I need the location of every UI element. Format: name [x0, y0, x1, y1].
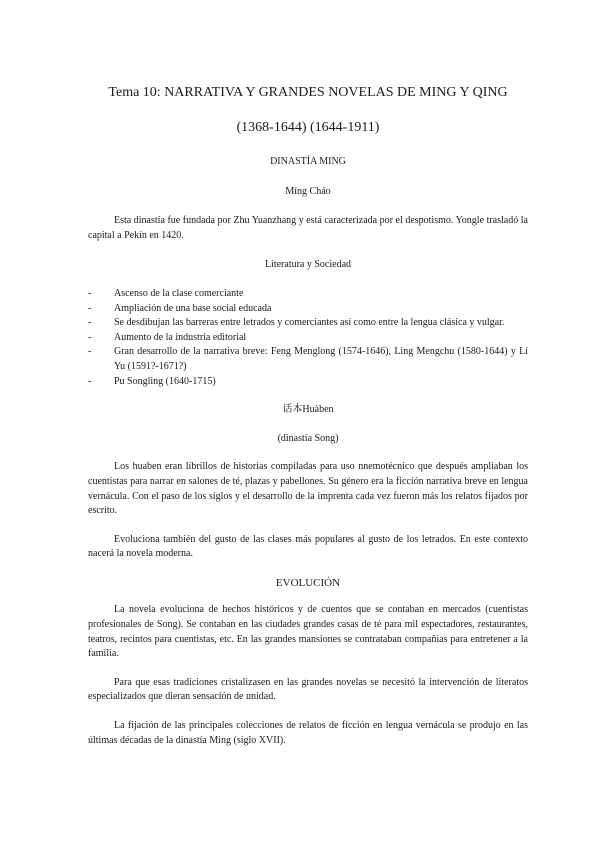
- dynasty-romanization: Míng Cháo: [285, 185, 331, 197]
- list-item: [88, 345, 528, 374]
- dynasty-heading: DINASTÍA MING: [270, 156, 346, 167]
- list-item: [88, 331, 528, 346]
- list-item-text: Ascenso de la clase comerciante: [114, 287, 244, 299]
- list-item: [88, 302, 528, 317]
- document-subtitle: (1368-1644) (1644-1911): [236, 120, 380, 135]
- list-item: [88, 287, 528, 302]
- bullet-dash: -: [88, 317, 92, 329]
- bullet-dash: -: [88, 287, 92, 299]
- list-item: [88, 316, 528, 331]
- bullet-dash: -: [88, 346, 92, 358]
- bullet-dash: -: [88, 331, 92, 343]
- bullet-dash: -: [88, 375, 92, 387]
- evolution-paragraph: La novela evoluciona de hechos históricos y de cuentos que se contaban en mercados (cuentistas profesionales de Song). Se contaban en las ciudades grandes casas de té para mil espectadores, restaurantes, teatros, recintos para cuentistas, etc. En las grandes mansiones se contrataban compañías para entretener a la familia.: [88, 604, 528, 660]
- literature-bullet-list: [88, 287, 528, 389]
- list-item-text: Aumento de la industria editorial: [114, 331, 247, 343]
- list-item-text: Se desdibujan las barreras entre letrados y comerciantes así como entre la lengua clásica y vulgar.: [114, 317, 505, 329]
- huaben-subheading: (dinastía Song): [277, 432, 339, 444]
- list-item: [88, 375, 528, 390]
- evolution-heading: EVOLUCIÓN: [275, 576, 341, 589]
- literature-society-heading: Literatura y Sociedad: [264, 259, 352, 271]
- list-item-text: Gran desarrollo de la narrativa breve: Feng Menglong (1574-1646), Ling Mengchu (1580-1644) y Li Yu (1591?-1671?): [114, 346, 528, 372]
- document-title: Tema 10: NARRATIVA Y GRANDES NOVELAS DE MING Y QING: [108, 85, 508, 100]
- intro-paragraph: Esta dinastía fue fundada por Zhu Yuanzhang y está caracterizada por el despotismo. Yongle trasladó la capital a Pekín en 1420.: [88, 215, 528, 241]
- evolution-paragraph: La fijación de las principales colecciones de relatos de ficción en lengua vernácula se produjo en las últimas décadas de la dinastía Ming (siglo XVII).: [88, 720, 528, 746]
- evolves-paragraph: Evoluciona también del gusto de las clases más populares al gusto de los letrados. En este contexto nacerá la novela moderna.: [88, 533, 528, 560]
- list-item-text: Pu Songling (1640-1715): [114, 375, 216, 387]
- huaben-paragraph: Los huaben eran librillos de historias compiladas para uso nnemotécnico que después ampliaban los cuentistas para narrar en salones de té, plazas y pabellones. Su género era la ficción narrativa breve en lengua vernácula. Con el paso de los siglos y el desarrollo de la imprenta cada vez fueron más los relatos fijados por escrito.: [88, 461, 528, 517]
- huaben-heading: 话本Huàben: [282, 404, 334, 416]
- bullet-dash: -: [88, 302, 92, 314]
- list-item-text: Ampliación de una base social educada: [114, 302, 272, 314]
- evolution-paragraph: Para que esas tradiciones cristalizasen en las grandes novelas se necesitó la intervención de literatos especializados que dieran sensación de unidad.: [88, 676, 528, 703]
